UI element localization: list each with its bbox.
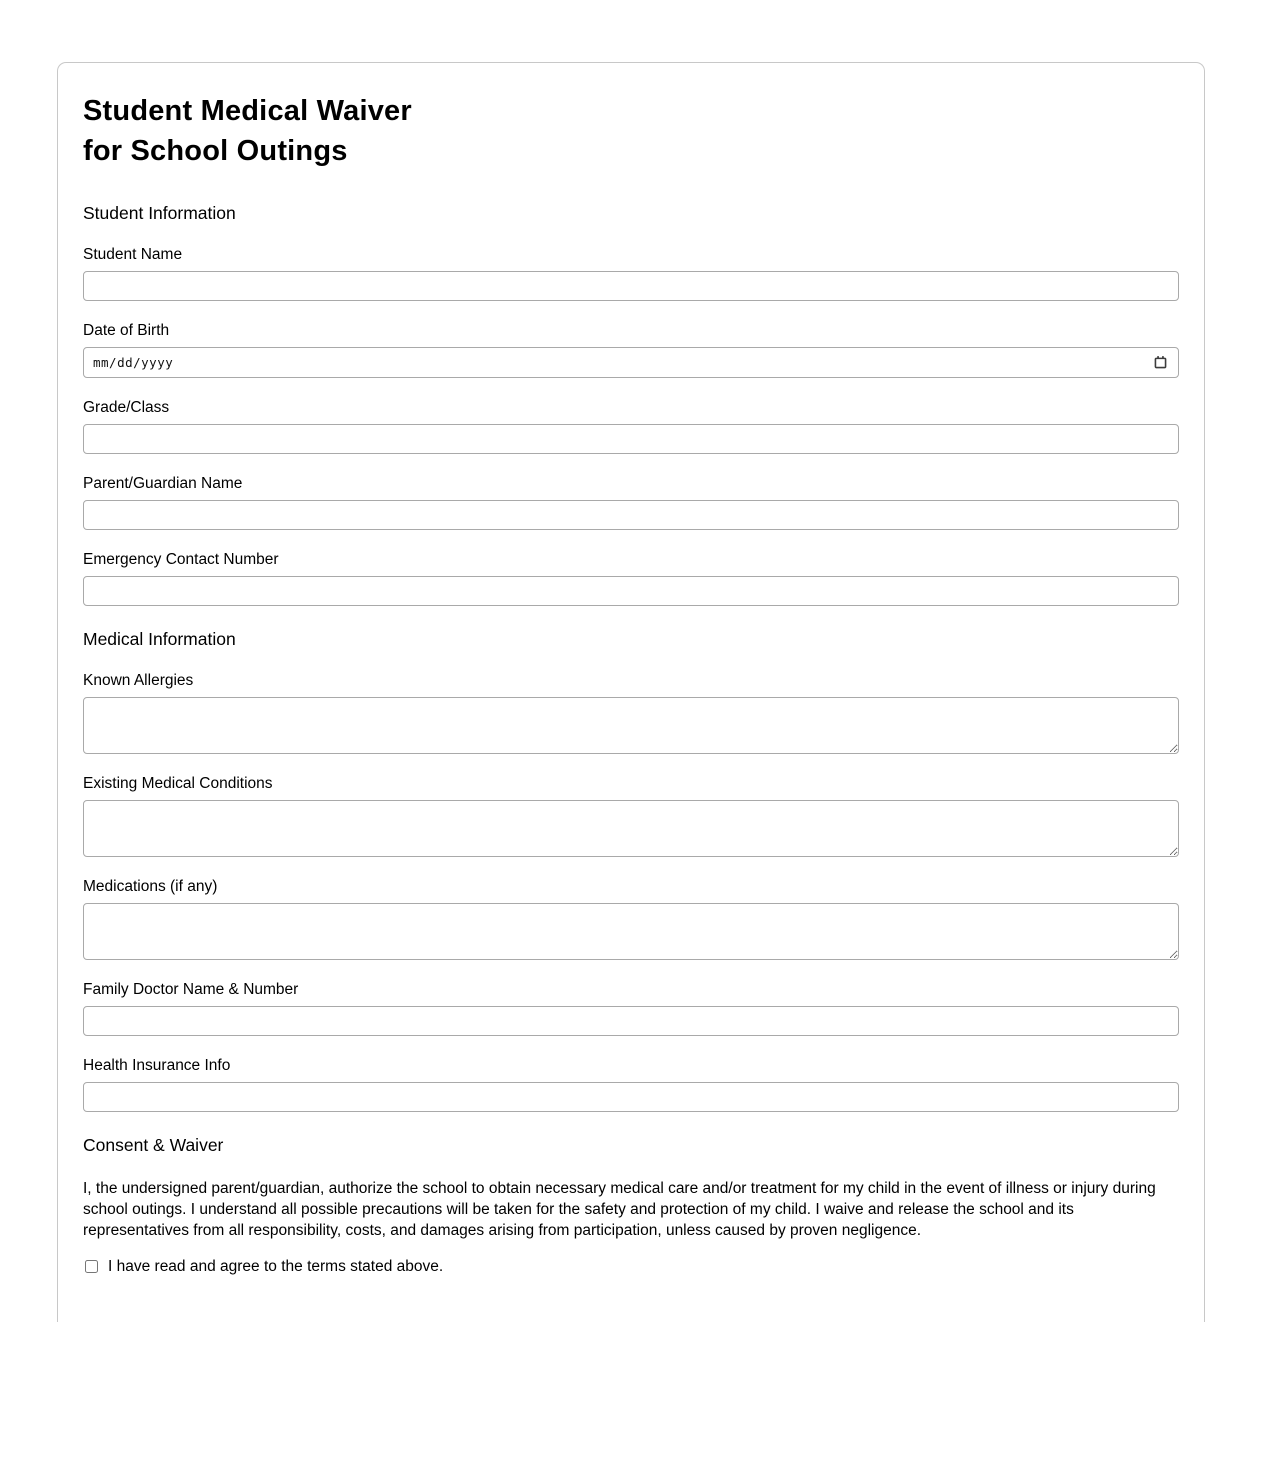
calendar-icon[interactable] [1152,355,1168,371]
page-title-line2: for School Outings [83,135,348,167]
field-existing-conditions [83,775,1179,857]
field-emergency-contact [83,551,1179,606]
medical-waiver-form-card [57,62,1205,1322]
field-parent-guardian-name [83,475,1179,530]
family-doctor-label: Family Doctor Name & Number [83,981,299,998]
grade-class-input[interactable] [83,424,1179,454]
medications-label: Medications (if any) [83,878,218,895]
existing-conditions-textarea[interactable] [83,800,1179,857]
page-title-line1: Student Medical Waiver [83,95,412,127]
consent-paragraph: I, the undersigned parent/guardian, authorize the school to obtain necessary medical care and/or treatment for my child in the event of illness or injury during school outings. I understand all possible precautions will be taken for the safety and protection of my child. I waive and release the school and its representatives from all responsibility, costs, and damages arising from participation, unless caused by proven negligence. [83,1180,1156,1239]
section-heading-student-information: Student Information [83,203,236,223]
field-known-allergies [83,672,1179,754]
section-heading-medical-information: Medical Information [83,629,236,649]
date-of-birth-label: Date of Birth [83,322,170,339]
consent-checkbox-row [83,1258,1179,1276]
field-student-name [83,246,1179,301]
emergency-contact-label: Emergency Contact Number [83,551,279,568]
date-of-birth-input[interactable] [83,347,1179,378]
parent-guardian-name-input[interactable] [83,500,1179,530]
consent-checkbox-label: I have read and agree to the terms stated above. [108,1258,444,1275]
parent-guardian-name-label: Parent/Guardian Name [83,475,243,492]
student-name-label: Student Name [83,246,183,263]
field-family-doctor [83,981,1179,1036]
field-health-insurance [83,1057,1179,1112]
section-heading-consent-waiver: Consent & Waiver [83,1135,224,1155]
page-title [83,91,1179,171]
health-insurance-label: Health Insurance Info [83,1057,231,1074]
known-allergies-label: Known Allergies [83,672,194,689]
student-name-input[interactable] [83,271,1179,301]
grade-class-label: Grade/Class [83,399,170,416]
consent-checkbox[interactable] [85,1260,98,1273]
field-medications [83,878,1179,960]
existing-conditions-label: Existing Medical Conditions [83,775,273,792]
medications-textarea[interactable] [83,903,1179,960]
date-placeholder-text: mm/dd/yyyy [93,355,174,370]
emergency-contact-input[interactable] [83,576,1179,606]
field-grade-class [83,399,1179,454]
family-doctor-input[interactable] [83,1006,1179,1036]
health-insurance-input[interactable] [83,1082,1179,1112]
field-date-of-birth [83,322,1179,378]
known-allergies-textarea[interactable] [83,697,1179,754]
